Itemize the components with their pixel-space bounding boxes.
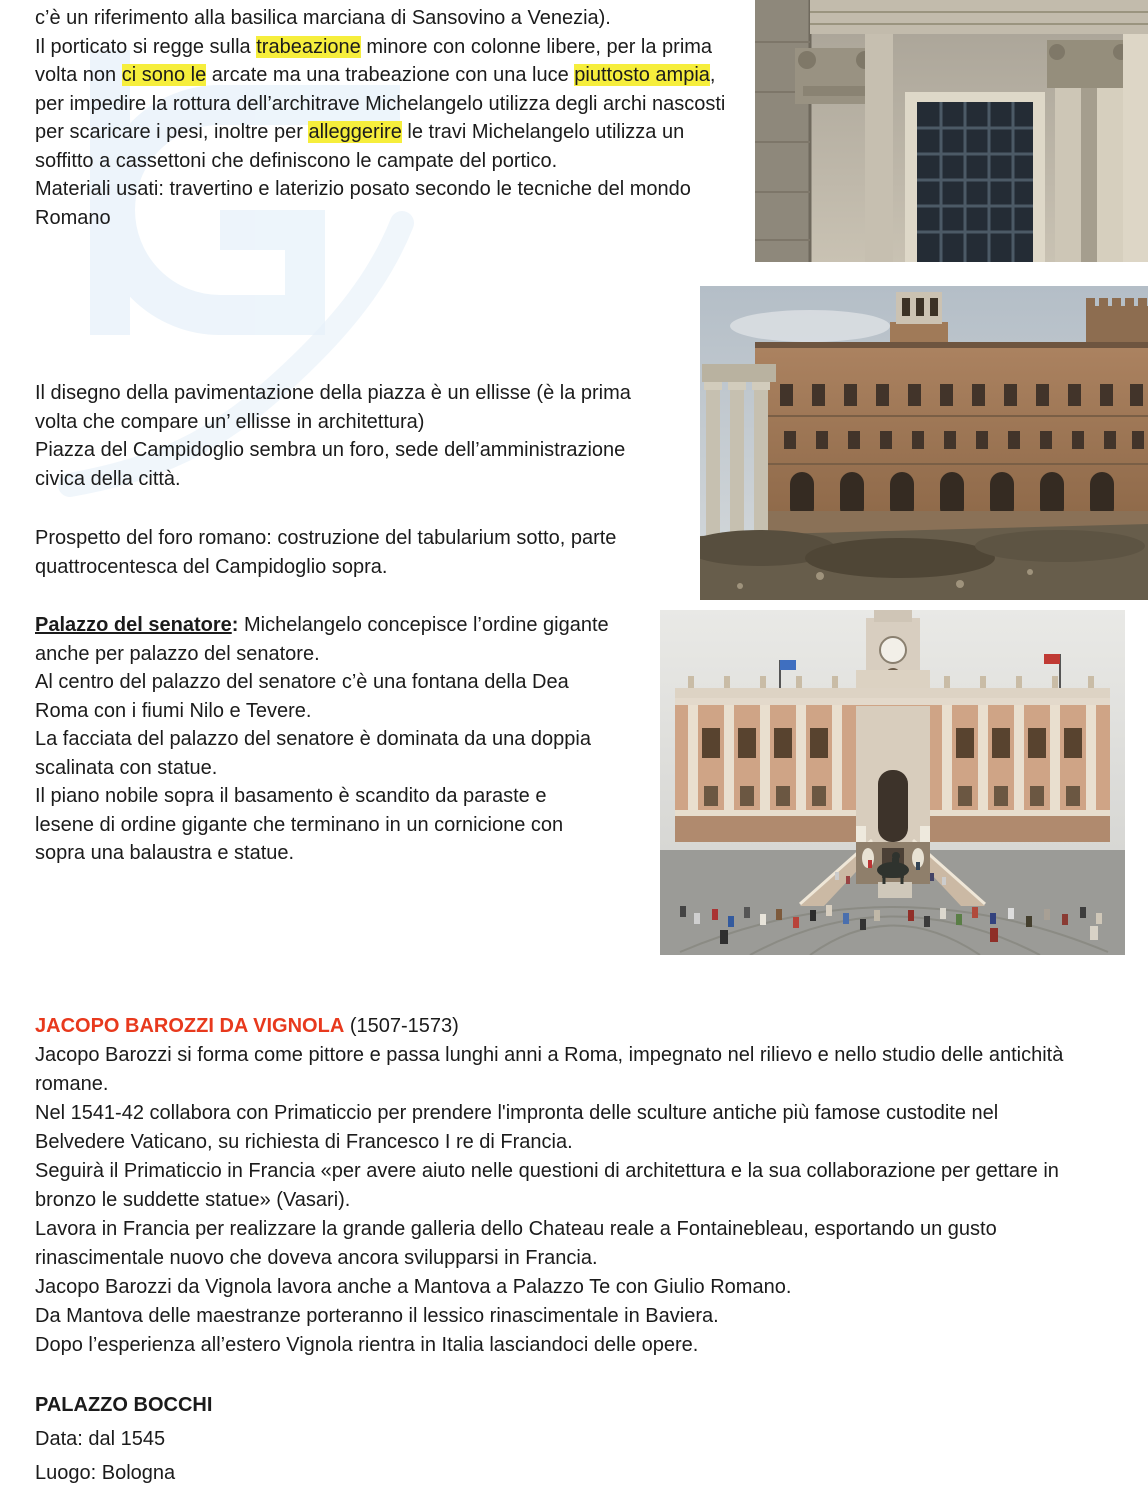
vignola-heading: JACOPO BAROZZI DA VIGNOLA: [35, 1015, 345, 1037]
portico-intro-text: c’è un riferimento alla basilica marciana di Sansovino a Venezia).: [35, 7, 611, 29]
piazza-paragraph: [35, 379, 675, 493]
photo-piazza-campidoglio-image: [660, 610, 1125, 955]
portico-materiali-text: Materiali usati: travertino e laterizio posato secondo le tecniche del mondo Romano: [35, 178, 691, 229]
photo-tabularium-forum: [700, 286, 1148, 600]
vignola-paragraph: Nel 1541-42 collabora con Primaticcio per prendere l'impronta delle sculture antiche più famose custodite nel Belvedere Vaticano, su richiesta di Francesco I re di Francia.: [35, 1102, 999, 1153]
vignola-dates: (1507-1573): [344, 1015, 459, 1037]
vignola-paragraph: Jacopo Barozzi da Vignola lavora anche a Mantova a Palazzo Te con Giulio Romano.: [35, 1276, 792, 1298]
bocchi-luogo: Luogo: Bologna: [35, 1462, 176, 1484]
senatore-paragraph: [35, 611, 610, 868]
piazza-text-2: Piazza del Campidoglio sembra un foro, sede dell’amministrazione civica della città.: [35, 439, 626, 490]
highlight-alleggerire: alleggerire: [308, 121, 402, 143]
highlight-ci-sono-le: ci sono le: [121, 64, 207, 86]
highlight-piuttosto-ampia: piuttosto ampia: [574, 64, 710, 86]
bocchi-data: Data: dal 1545: [35, 1428, 166, 1450]
vignola-paragraph: Da Mantova delle maestranze porteranno il lessico rinascimentale in Baviera.: [35, 1305, 719, 1327]
photo-capitoline-facade-detail: [755, 0, 1148, 262]
senatore-text: Palazzo del senatore: Michelangelo concepisce l’ordine gigante anche per palazzo del senatore.: [35, 614, 609, 665]
portico-body-text: Il porticato si regge sulla trabeazione minore con colonne libere, per la prima volta non ci sono le arcate ma una trabeazione con una luce piuttosto ampia, per impedire la rottura dell’architrave Michelangelo utilizza degli archi nascosti per scaricare i pesi, inoltre per alleggerire le travi Michelangelo utilizza un soffitto a cassettoni che definiscono le campate del portico.: [35, 35, 726, 172]
vignola-heading-line: [35, 1012, 1065, 1041]
highlight-trabeazione: trabeazione: [256, 35, 361, 58]
photo-capitoline-facade-detail-image: [755, 0, 1148, 262]
senatore-text-4: Il piano nobile sopra il basamento è scandito da paraste e lesene di ordine gigante che terminano in un cornicione con sopra una balaustra e statue.: [35, 785, 564, 864]
piazza-text-1: Il disegno della pavimentazione della piazza è un ellisse (è la prima volta che compare un’ ellisse in architettura): [35, 382, 631, 433]
vignola-paragraph: Jacopo Barozzi si forma come pittore e passa lunghi anni a Roma, impegnato nel rilievo e nello studio delle antichità romane.: [35, 1044, 1064, 1095]
senatore-title: Palazzo del senatore: [35, 614, 232, 636]
photo-tabularium-forum-image: [700, 286, 1148, 600]
prospetto-text: Prospetto del foro romano: costruzione del tabularium sotto, parte quattrocentesca del Campidoglio sopra.: [35, 527, 617, 578]
vignola-paragraph: Dopo l’esperienza all’estero Vignola rientra in Italia lasciandoci delle opere.: [35, 1334, 699, 1356]
bocchi-title: PALAZZO BOCCHI: [35, 1394, 213, 1416]
vignola-paragraph: Seguirà il Primaticcio in Francia «per avere aiuto nelle questioni di architettura e la sua collaborazione per gettare in bronzo le suddette statue» (Vasari).: [35, 1160, 1059, 1211]
vignola-paragraph: Lavora in Francia per realizzare la grande galleria dello Chateau reale a Fontainebleau, esportando un gusto rinascimentale nuovo che doveva ancora svilupparsi in Francia.: [35, 1218, 997, 1269]
portico-paragraph: [35, 4, 727, 232]
photo-piazza-campidoglio: [660, 610, 1125, 955]
prospetto-paragraph: [35, 524, 675, 581]
senatore-text-2: Al centro del palazzo del senatore c’è una fontana della Dea Roma con i fiumi Nilo e Tevere.: [35, 671, 569, 722]
bocchi-section: [35, 1388, 635, 1490]
vignola-section: [35, 1012, 1065, 1360]
senatore-text-3: La facciata del palazzo del senatore è dominata da una doppia scalinata con statue.: [35, 728, 591, 779]
